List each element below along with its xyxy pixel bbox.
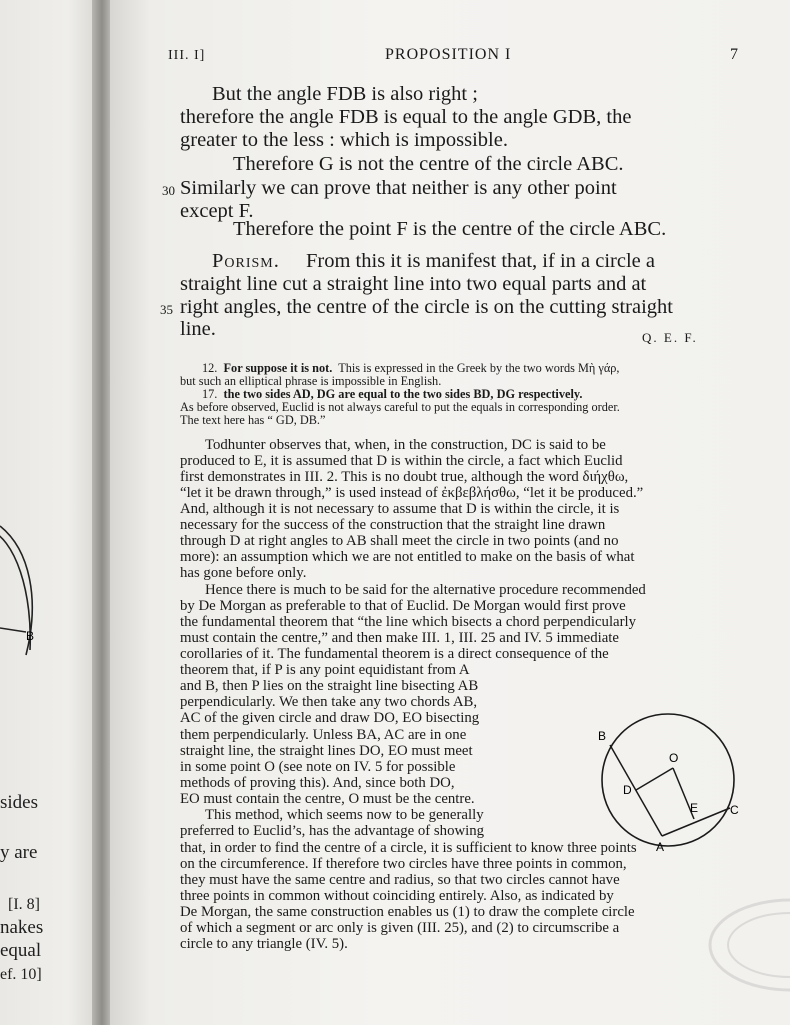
commentary-line: Hence there is much to be said for the alternative procedure recommended — [205, 582, 646, 598]
qef-mark: Q. E. F. — [642, 330, 698, 345]
diagram-label-o: O — [669, 751, 679, 765]
commentary-line: corollaries of it. The fundamental theorem is a direct consequence of the — [180, 646, 609, 662]
circle-diagram — [580, 690, 760, 860]
footnote-lemma: For suppose it is not. — [223, 361, 333, 375]
facing-text-fragment: ef. 10] — [0, 966, 42, 983]
line-number: 35 — [160, 302, 173, 317]
commentary-line: that, in order to find the centre of a circle, it is sufficient to know three points — [180, 840, 637, 856]
main-text-line: From this it is manifest that, if in a circle a — [306, 250, 655, 272]
commentary-line: De Morgan, the same construction enables us (1) to draw the complete circle — [180, 904, 635, 920]
commentary-line: through D at right angles to AB shall meet the circle in two points (and no — [180, 533, 619, 549]
footnote-line — [202, 362, 620, 375]
line-do — [636, 768, 673, 790]
footnote-line — [202, 388, 582, 401]
footnote-line: The text here has “ GD, DB.” — [180, 413, 326, 427]
commentary-line: by De Morgan as preferable to that of Euclid. De Morgan would first prove — [180, 598, 626, 614]
commentary-line: in some point O (see note on IV. 5 for possible — [180, 759, 456, 775]
commentary-line: has gone before only. — [180, 565, 307, 581]
main-text-line: Similarly we can prove that neither is any other point — [180, 177, 617, 199]
commentary-line: first demonstrates in III. 2. This is no doubt true, although the word διήχθω, — [180, 469, 629, 485]
commentary-line: EO must contain the centre, O must be the centre. — [180, 791, 475, 807]
commentary-line: methods of proving this). And, since both DO, — [180, 775, 455, 791]
commentary-line: This method, which seems now to be generally — [205, 807, 484, 823]
facing-text-fragment: [I. 8] — [8, 896, 40, 913]
commentary-line: produced to E, it is assumed that D is within the circle, a fact which Euclid — [180, 453, 623, 469]
main-text-line: greater to the less : which is impossible. — [180, 129, 508, 151]
main-text-line: right angles, the centre of the circle is on the cutting straight — [180, 296, 673, 318]
commentary-line: must contain the centre,” and then make III. 1, III. 25 and IV. 5 immediate — [180, 630, 619, 646]
footnote-number: 17. — [202, 387, 218, 401]
line-number: 30 — [162, 183, 175, 198]
facing-page-diagram — [0, 0, 98, 700]
diagram-label-d: D — [623, 783, 632, 797]
porism-label: Porism. — [212, 250, 280, 272]
footnote-line: but such an elliptical phrase is impossible in English. — [180, 374, 442, 388]
commentary-line: they must have the same centre and radius, so that two circles cannot have — [180, 872, 620, 888]
diagram-label-c: C — [730, 803, 739, 817]
diagram-label-b: B — [598, 729, 607, 743]
commentary-line: Todhunter observes that, when, in the construction, DC is said to be — [205, 437, 606, 453]
commentary-line: perpendicularly. We then take any two chords AB, — [180, 694, 478, 710]
main-text-line: except F. — [180, 200, 254, 222]
footnote-number: 12. — [202, 361, 218, 375]
footnote-text: This is expressed in the Greek by the two words Μὴ γάρ, — [338, 361, 620, 375]
commentary-line: straight line, the straight lines DO, EO must meet — [180, 743, 473, 759]
commentary-line: and B, then P lies on the straight line bisecting AB — [180, 678, 479, 694]
footnote-line: As before observed, Euclid is not always careful to put the equals in corresponding order. — [180, 400, 620, 414]
commentary-line: them perpendicularly. Unless BA, AC are in one — [180, 727, 467, 743]
facing-text-fragment: equal — [0, 940, 42, 961]
commentary-line: necessary for the success of the construction that the straight line drawn — [180, 517, 606, 533]
commentary-line: preferred to Euclid’s, has the advantage of showing — [180, 823, 485, 839]
facing-text-fragment: nakes — [0, 917, 44, 938]
commentary-line: And, although it is not necessary to assume that D is within the circle, it is — [180, 501, 620, 517]
main-text-line: straight line cut a straight line into two equal parts and at — [180, 273, 647, 295]
commentary-line: more): an assumption which we are not entitled to make on the basis of what — [180, 549, 635, 565]
diagram-label-a: A — [656, 840, 665, 854]
commentary-line: on the circumference. If therefore two circles have three points in common, — [180, 856, 627, 872]
main-text-line: But the angle FDB is also right ; — [212, 83, 478, 105]
commentary-line: “let it be drawn through,” is used instead of ἐκβεβλήσθω, “let it be produced.” — [180, 485, 644, 501]
main-text-line: line. — [180, 318, 216, 340]
commentary-line: circle to any triangle (IV. 5). — [180, 936, 348, 952]
commentary-line: of which a segment or arc only is given (III. 25), and (2) to circumscribe a — [180, 920, 620, 936]
main-text-line: Therefore G is not the centre of the circle ABC. — [233, 153, 624, 175]
commentary-line: three points in common without coinciding entirely. Also, as indicated by — [180, 888, 614, 904]
facing-text-fragment: y are — [0, 842, 38, 863]
commentary-line: AC of the given circle and draw DO, EO bisecting — [180, 710, 480, 726]
facing-page — [0, 0, 98, 1025]
commentary-line: the fundamental theorem that “the line which bisects a chord perpendicularly — [180, 614, 637, 630]
book-page — [110, 0, 790, 1025]
diagram-label-e: E — [690, 801, 699, 815]
main-text-line: Therefore the point F is the centre of the circle ABC. — [233, 218, 667, 240]
facing-diagram-label: B — [26, 629, 35, 643]
facing-text-fragment: sides — [0, 792, 38, 813]
page-number: 7 — [730, 46, 739, 63]
running-head-title: PROPOSITION I — [385, 46, 512, 63]
diagram-circle — [602, 714, 734, 846]
commentary-line: theorem that, if P is any point equidistant from A — [180, 662, 470, 678]
watermark-seal — [700, 890, 790, 1000]
running-head-left: III. I] — [168, 48, 206, 63]
footnote-lemma: the two sides AD, DG are equal to the two sides BD, DG respectively. — [223, 387, 583, 401]
main-text-line: therefore the angle FDB is equal to the angle GDB, the — [180, 106, 632, 128]
